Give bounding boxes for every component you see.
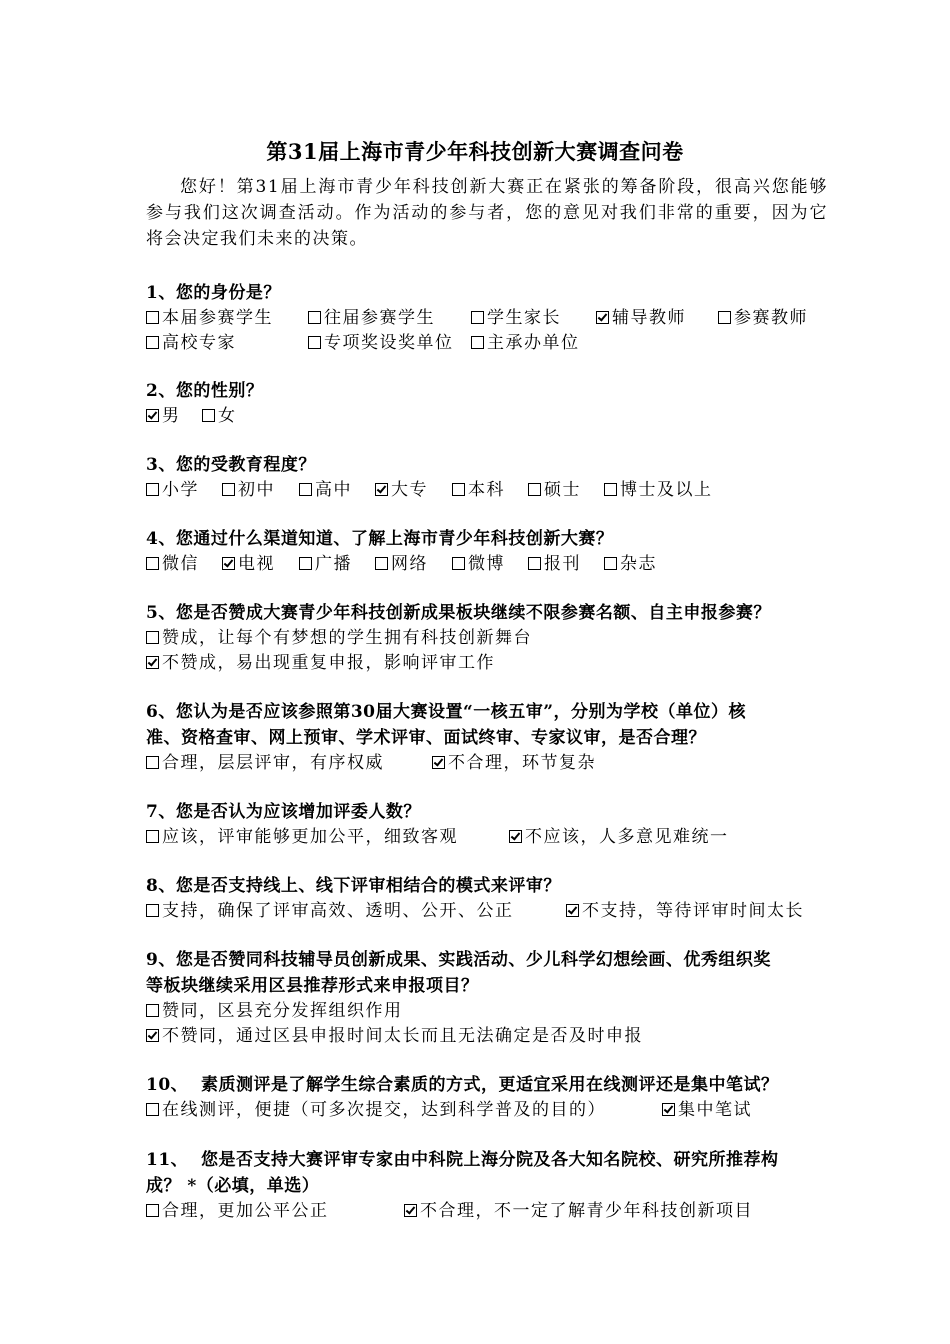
question-title: 3、您的受教育程度？ [146, 455, 316, 475]
checkbox-icon[interactable] [146, 409, 159, 422]
checkbox-icon[interactable] [662, 1103, 675, 1116]
question-title: 1、您的身份是？ [146, 283, 281, 303]
checkbox-icon[interactable] [308, 336, 321, 349]
option-label: 集中笔试 [678, 1100, 752, 1120]
options-row [146, 331, 836, 356]
option-checkbox[interactable] [146, 306, 273, 331]
option-checkbox[interactable] [596, 306, 686, 331]
options-row [146, 626, 836, 651]
option-checkbox[interactable] [308, 306, 435, 331]
question-11 [146, 1147, 836, 1224]
checkbox-icon[interactable] [432, 756, 445, 769]
question-title-line: 9、您是否赞同科技辅导员创新成果、实践活动、少儿科学幻想绘画、优秀组织奖 [146, 950, 771, 970]
option-checkbox[interactable] [146, 626, 532, 651]
option-checkbox[interactable] [146, 552, 199, 577]
checkbox-icon[interactable] [471, 336, 484, 349]
option-label: 往届参赛学生 [324, 308, 435, 328]
checkbox-icon[interactable] [528, 557, 541, 570]
options-row [146, 1199, 836, 1224]
checkbox-icon[interactable] [299, 483, 312, 496]
question-title: 7、您是否认为应该增加评委人数？ [146, 802, 421, 822]
option-checkbox[interactable] [146, 651, 495, 676]
option-label: 初中 [238, 480, 275, 500]
question-title-line: 11、 您是否支持大赛评审专家由中科院上海分院及各大知名院校、研究所推荐构 [146, 1150, 779, 1170]
option-label: 辅导教师 [612, 308, 686, 328]
option-checkbox[interactable] [432, 751, 596, 776]
checkbox-icon[interactable] [146, 336, 159, 349]
checkbox-icon[interactable] [375, 483, 388, 496]
option-checkbox[interactable] [146, 999, 403, 1024]
options-row [146, 1098, 836, 1123]
option-label: 不合理，环节复杂 [448, 753, 596, 773]
option-label: 女 [218, 406, 237, 426]
checkbox-icon[interactable] [718, 311, 731, 324]
checkbox-icon[interactable] [471, 311, 484, 324]
option-checkbox[interactable] [566, 899, 804, 924]
option-checkbox[interactable] [308, 331, 454, 356]
option-label: 赞成，让每个有梦想的学生拥有科技创新舞台 [162, 628, 532, 648]
checkbox-icon[interactable] [452, 557, 465, 570]
option-checkbox[interactable] [146, 478, 199, 503]
question-10 [146, 1072, 836, 1123]
option-label: 大专 [391, 480, 428, 500]
option-label: 合理，层层评审，有序权威 [162, 753, 384, 773]
checkbox-icon[interactable] [146, 756, 159, 769]
option-checkbox[interactable] [604, 552, 657, 577]
question-title: 2、您的性别？ [146, 381, 264, 401]
option-label: 男 [162, 406, 181, 426]
option-checkbox[interactable] [375, 478, 428, 503]
option-label: 博士及以上 [620, 480, 713, 500]
checkbox-icon[interactable] [146, 557, 159, 570]
option-label: 杂志 [620, 554, 657, 574]
checkbox-icon[interactable] [146, 830, 159, 843]
options-row [146, 306, 836, 331]
option-checkbox[interactable] [528, 478, 581, 503]
option-checkbox[interactable] [375, 552, 428, 577]
option-checkbox[interactable] [146, 404, 181, 429]
checkbox-icon[interactable] [146, 631, 159, 644]
option-label: 微信 [162, 554, 199, 574]
options-row [146, 899, 836, 924]
options-row [146, 651, 836, 676]
option-checkbox[interactable] [146, 751, 384, 776]
question-title-line: 准、资格查审、网上预审、学术评审、面试终审、专家议审，是否合理？ [146, 728, 706, 748]
option-label: 网络 [391, 554, 428, 574]
checkbox-icon[interactable] [404, 1204, 417, 1217]
option-label: 不赞同，通过区县申报时间太长而且无法确定是否及时申报 [162, 1026, 643, 1046]
question-7 [146, 799, 836, 850]
checkbox-icon[interactable] [146, 483, 159, 496]
option-checkbox[interactable] [146, 1024, 643, 1049]
option-checkbox[interactable] [528, 552, 581, 577]
option-label: 报刊 [544, 554, 581, 574]
options-row [146, 552, 836, 577]
option-checkbox[interactable] [146, 899, 514, 924]
question-title: 10、 素质测评是了解学生综合素质的方式，更适宜采用在线测评还是集中笔试？ [146, 1075, 779, 1095]
checkbox-icon[interactable] [596, 311, 609, 324]
checkbox-icon[interactable] [509, 830, 522, 843]
question-9 [146, 947, 836, 1049]
option-checkbox[interactable] [222, 552, 275, 577]
option-label: 微博 [468, 554, 505, 574]
checkbox-icon[interactable] [452, 483, 465, 496]
option-label: 参赛教师 [734, 308, 808, 328]
option-label: 主承办单位 [487, 333, 580, 353]
checkbox-icon[interactable] [146, 1103, 159, 1116]
option-checkbox[interactable] [202, 404, 237, 429]
option-checkbox[interactable] [509, 825, 729, 850]
option-checkbox[interactable] [146, 331, 236, 356]
question-8 [146, 873, 836, 924]
option-label: 不应该，人多意见难统一 [525, 827, 729, 847]
option-label: 硕士 [544, 480, 581, 500]
options-row [146, 478, 836, 503]
option-checkbox[interactable] [299, 552, 352, 577]
option-label: 在线测评，便捷（可多次提交，达到科学普及的目的） [162, 1100, 606, 1120]
question-title: 8、您是否支持线上、线下评审相结合的模式来评审？ [146, 876, 561, 896]
question-5 [146, 600, 836, 676]
option-checkbox[interactable] [299, 478, 352, 503]
option-checkbox[interactable] [146, 1098, 606, 1123]
options-row [146, 751, 836, 776]
question-title-line: 成？ *（必填，单选） [146, 1176, 320, 1196]
option-label: 不赞成，易出现重复申报，影响评审工作 [162, 653, 495, 673]
option-label: 高中 [315, 480, 352, 500]
option-label: 学生家长 [487, 308, 561, 328]
question-1 [146, 280, 836, 356]
option-label: 合理，更加公平公正 [162, 1201, 329, 1221]
option-label: 不支持，等待评审时间太长 [582, 901, 804, 921]
option-label: 应该，评审能够更加公平，细致客观 [162, 827, 458, 847]
option-label: 本届参赛学生 [162, 308, 273, 328]
checkbox-icon[interactable] [566, 904, 579, 917]
option-label: 小学 [162, 480, 199, 500]
option-checkbox[interactable] [452, 552, 505, 577]
checkbox-icon[interactable] [146, 1004, 159, 1017]
option-checkbox[interactable] [718, 306, 808, 331]
option-label: 广播 [315, 554, 352, 574]
option-label: 支持，确保了评审高效、透明、公开、公正 [162, 901, 514, 921]
options-row [146, 999, 836, 1024]
option-checkbox[interactable] [146, 1199, 329, 1224]
checkbox-icon[interactable] [308, 311, 321, 324]
option-checkbox[interactable] [471, 306, 561, 331]
checkbox-icon[interactable] [146, 656, 159, 669]
option-label: 电视 [238, 554, 275, 574]
option-label: 高校专家 [162, 333, 236, 353]
option-checkbox[interactable] [404, 1199, 753, 1224]
question-3 [146, 452, 836, 503]
checkbox-icon[interactable] [375, 557, 388, 570]
options-row [146, 404, 836, 429]
question-title: 4、您通过什么渠道知道、了解上海市青少年科技创新大赛？ [146, 529, 614, 549]
question-title: 5、您是否赞成大赛青少年科技创新成果板块继续不限参赛名额、自主申报参赛？ [146, 603, 771, 623]
checkbox-icon[interactable] [146, 1204, 159, 1217]
page-title: 第31届上海市青少年科技创新大赛调查问卷 [266, 139, 684, 164]
option-checkbox[interactable] [452, 478, 505, 503]
question-title-line: 等板块继续采用区县推荐形式来申报项目？ [146, 976, 479, 996]
checkbox-icon[interactable] [299, 557, 312, 570]
question-6 [146, 699, 836, 776]
option-checkbox[interactable] [222, 478, 275, 503]
checkbox-icon[interactable] [528, 483, 541, 496]
option-checkbox[interactable] [662, 1098, 752, 1123]
checkbox-icon[interactable] [146, 311, 159, 324]
option-checkbox[interactable] [146, 825, 458, 850]
option-label: 不合理，不一定了解青少年科技创新项目 [420, 1201, 753, 1221]
checkbox-icon[interactable] [146, 1029, 159, 1042]
question-title-line: 6、您认为是否应该参照第30届大赛设置“一核五审”，分别为学校（单位）核 [146, 702, 747, 722]
checkbox-icon[interactable] [146, 904, 159, 917]
option-label: 专项奖设奖单位 [324, 333, 454, 353]
options-row [146, 1024, 836, 1049]
checkbox-icon[interactable] [222, 483, 235, 496]
intro-paragraph: 您好！第31届上海市青少年科技创新大赛正在紧张的筹备阶段，很高兴您能够参与我们这次调查活动。作为活动的参与者，您的意见对我们非常的重要，因为它将会决定我们未来的决策。 [146, 177, 828, 249]
checkbox-icon[interactable] [202, 409, 215, 422]
question-2 [146, 378, 836, 429]
option-checkbox[interactable] [471, 331, 580, 356]
option-label: 本科 [468, 480, 505, 500]
option-checkbox[interactable] [604, 478, 713, 503]
option-label: 赞同，区县充分发挥组织作用 [162, 1001, 403, 1021]
checkbox-icon[interactable] [222, 557, 235, 570]
question-4 [146, 526, 836, 577]
options-row [146, 825, 836, 850]
checkbox-icon[interactable] [604, 483, 617, 496]
checkbox-icon[interactable] [604, 557, 617, 570]
